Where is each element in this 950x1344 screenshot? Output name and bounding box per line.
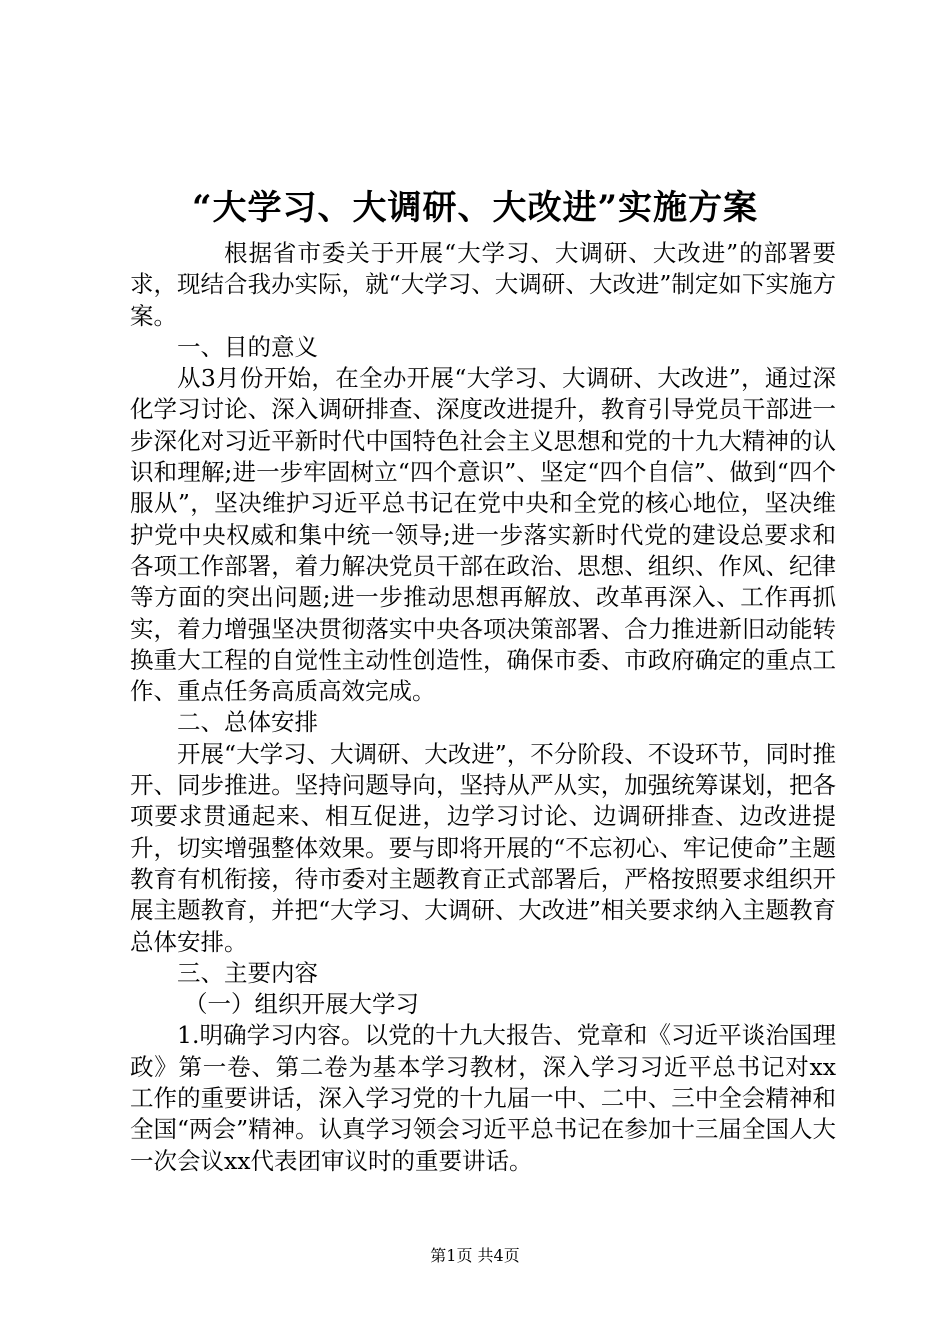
section-heading-purpose: 一、目的意义 [177,332,318,361]
subsection-heading-study: （一）组织开展大学习 [184,990,420,1019]
purpose-paragraph: 从3月份开始，在全办开展“大学习、大调研、大改进”，通过深化学习讨论、深入调研排查、深度改进提升，教育引导党员干部进一步深化对习近平新时代中国特色社会主义思想和党的十九大精神的认识和理解;进一步牢固树立“四个意识”、坚定“四个自信”、做到“四个服从”，坚决维护习近平总书记在党中央和全党的核心地位，坚决维护党中央权威和集中统一领导;进一步落实新时代党的建设总要求和各项工作部署，着力解决党员干部在政治、思想、组织、作风、纪律等方面的突出问题;进一步推动思想再解放、改革再深入、工作再抓实，着力增强坚决贯彻落实中央各项决策部署、合力推进新旧动能转换重大工程的自觉性主动性创造性，确保市委、市政府确定的重点工作、重点任务高质高效完成。 [130,364,836,706]
page-number-footer: 第1页 共4页 [430,1246,520,1265]
section-heading-arrangement: 二、总体安排 [177,708,318,737]
document-body [130,238,836,1177]
document-title: “大学习、大调研、大改进”实施方案 [191,188,759,228]
section-heading-content: 三、主要内容 [177,958,318,987]
intro-paragraph: 根据省市委关于开展“大学习、大调研、大改进”的部署要求，现结合我办实际，就“大学习、大调研、大改进”制定如下实施方案。 [130,239,836,330]
arrangement-paragraph: 开展“大学习、大调研、大改进”，不分阶段、不设环节，同时推开、同步推进。坚持问题导向，坚持从严从实，加强统筹谋划，把各项要求贯通起来、相互促进，边学习讨论、边调研排查、边改进提升，切实增强整体效果。要与即将开展的“不忘初心、牢记使命”主题教育有机衔接，待市委对主题教育正式部署后，严格按照要求组织开展主题教育，并把“大学习、大调研、大改进”相关要求纳入主题教育总体安排。 [130,739,836,956]
study-content-paragraph: 1.明确学习内容。以党的十九大报告、党章和《习近平谈治国理政》第一卷、第二卷为基本学习教材，深入学习习近平总书记对xx工作的重要讲话，深入学习党的十九届一中、二中、三中全会精神和全国“两会”精神。认真学习领会习近平总书记在参加十三届全国人大一次会议xx代表团审议时的重要讲话。 [130,1021,836,1175]
